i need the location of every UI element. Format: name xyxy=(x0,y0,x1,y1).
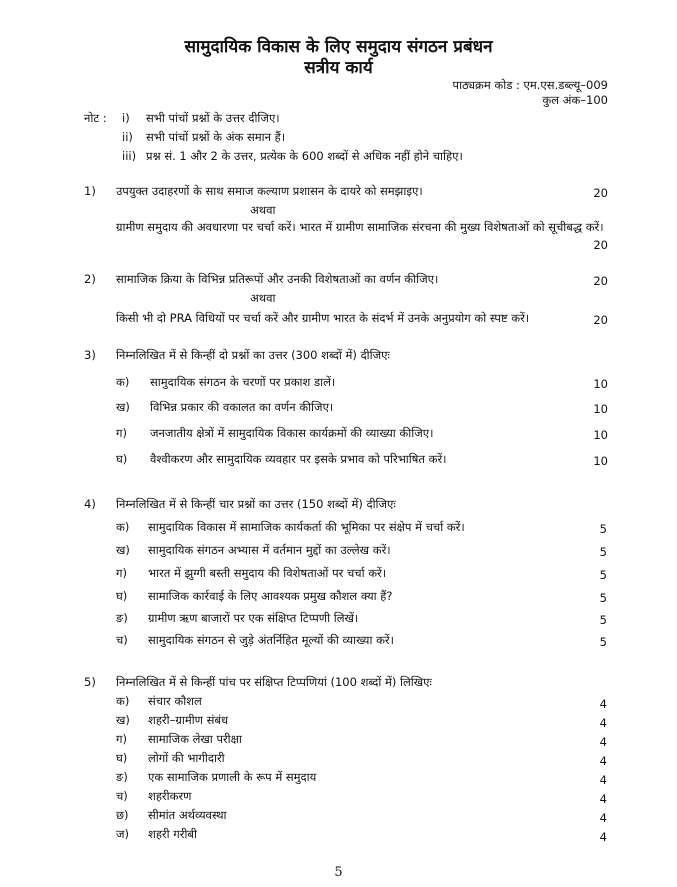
sub-question-label: च) xyxy=(116,789,128,803)
sub-question-label: घ) xyxy=(116,751,128,765)
sub-question-label: घ) xyxy=(116,589,128,603)
total-marks: कुल अंक–100 xyxy=(542,93,608,107)
question-marks: 20 xyxy=(593,274,608,288)
sub-question-label: ग) xyxy=(116,566,127,580)
sub-question-label: ङ) xyxy=(116,770,128,784)
question-number: 1) xyxy=(84,184,96,198)
question-number: 3) xyxy=(84,348,96,362)
sub-question-label: क) xyxy=(116,520,130,534)
alt-question-marks: 20 xyxy=(593,238,608,252)
question-text: निम्नलिखित में से किन्हीं पांच पर संक्षिप्त टिप्पणियां (100 शब्दों में) लिखिएः xyxy=(116,675,432,689)
sub-question-text: सामुदायिक संगठन के चरणों पर प्रकाश डालें। xyxy=(150,375,336,389)
note-item-num: i) xyxy=(122,111,130,125)
sub-question-marks: 4 xyxy=(599,830,607,844)
sub-question-label: ख) xyxy=(116,400,130,414)
sub-question-marks: 10 xyxy=(593,428,608,442)
question-text: निम्नलिखित में से किन्हीं दो प्रश्नों का उत्तर (300 शब्दों में) दीजिएः xyxy=(116,348,390,362)
alt-question-marks: 20 xyxy=(593,313,608,327)
question-number: 2) xyxy=(84,272,96,286)
sub-question-marks: 4 xyxy=(599,811,607,825)
question-number: 4) xyxy=(84,497,96,511)
or-separator: अथवा xyxy=(250,291,276,305)
sub-question-text: लोगों की भागीदारी xyxy=(148,751,225,765)
sub-question-text: ग्रामीण ऋण बाजारों पर एक संक्षिप्त टिप्पणी लिखें। xyxy=(148,611,359,625)
sub-question-marks: 5 xyxy=(599,522,607,536)
sub-question-marks: 5 xyxy=(599,591,607,605)
alt-question-text: किसी भी दो PRA विधियों पर चर्चा करें और ग्रामीण भारत के संदर्भ में उनके अनुप्रयोग को स्पष्ट करें। xyxy=(116,311,530,325)
sub-question-label: क) xyxy=(116,694,130,708)
sub-question-label: क) xyxy=(116,375,130,389)
note-item-text: सभी पांचों प्रश्नों के उत्तर दीजिए। xyxy=(146,111,280,125)
sub-question-label: ग) xyxy=(116,732,127,746)
note-label: नोट : xyxy=(84,111,107,125)
sub-question-marks: 10 xyxy=(593,402,608,416)
sub-question-marks: 10 xyxy=(593,454,608,468)
sub-question-label: घ) xyxy=(116,452,128,466)
question-text: निम्नलिखित में से किन्हीं चार प्रश्नों का उत्तर (150 शब्दों में) दीजिएः xyxy=(116,497,396,511)
question-text: उपयुक्त उदाहरणों के साथ समाज कल्याण प्रशासन के दायरे को समझाइए। xyxy=(116,184,423,198)
page-number: 5 xyxy=(334,865,343,880)
alt-question-text: ग्रामीण समुदाय की अवधारणा पर चर्चा करें। भारत में ग्रामीण सामाजिक संरचना की मुख्य विशेषताओं को सूचीबद्ध करें। xyxy=(116,220,604,234)
note-item-num: iii) xyxy=(122,149,137,163)
sub-question-marks: 4 xyxy=(599,697,607,711)
sub-question-text: सामाजिक लेखा परीक्षा xyxy=(148,732,242,746)
sub-question-text: सामाजिक कार्रवाई के लिए आवश्यक प्रमुख कौशल क्या हैं? xyxy=(148,589,393,603)
note-item-text: प्रश्न सं. 1 और 2 के उत्तर, प्रत्येक के 600 शब्दों से अधिक नहीं होने चाहिए। xyxy=(146,149,463,163)
sub-question-label: छ) xyxy=(116,808,129,822)
sub-question-text: शहरी गरीबी xyxy=(148,827,197,841)
sub-question-marks: 5 xyxy=(599,568,607,582)
sub-question-marks: 5 xyxy=(599,635,607,649)
sub-question-marks: 4 xyxy=(599,754,607,768)
sub-question-marks: 5 xyxy=(599,545,607,559)
sub-question-label: ङ) xyxy=(116,611,128,625)
sub-question-text: भारत में झुग्गी बस्ती समुदाय की विशेषताओं पर चर्चा करें। xyxy=(148,566,387,580)
or-separator: अथवा xyxy=(250,203,276,217)
sub-question-marks: 5 xyxy=(599,613,607,627)
question-text: सामाजिक क्रिया के विभिन्न प्रतिरूपों और उनकी विशेषताओं का वर्णन कीजिए। xyxy=(116,272,439,286)
sub-question-marks: 10 xyxy=(593,377,608,391)
sub-question-text: सामुदायिक संगठन से जुड़े अंतर्निहित मूल्यों की व्याख्या करें। xyxy=(148,633,394,647)
sub-question-text: सामुदायिक संगठन अभ्यास में वर्तमान मुद्दों का उल्लेख करें। xyxy=(148,543,391,557)
sub-question-text: शहरी–ग्रामीण संबंध xyxy=(148,713,229,727)
sub-question-label: ख) xyxy=(116,713,130,727)
sub-question-text: एक सामाजिक प्रणाली के रूप में समुदाय xyxy=(148,770,317,784)
sub-question-label: ग) xyxy=(116,426,127,440)
page-subtitle: सत्रीय कार्य xyxy=(304,58,373,78)
question-number: 5) xyxy=(84,675,96,689)
sub-question-text: वैश्वीकरण और सामुदायिक व्यवहार पर इसके प्रभाव को परिभाषित करें। xyxy=(150,452,447,466)
sub-question-marks: 4 xyxy=(599,792,607,806)
sub-question-text: सामुदायिक विकास में सामाजिक कार्यकर्ता की भूमिका पर संक्षेप में चर्चा करें। xyxy=(148,520,465,534)
sub-question-text: विभिन्न प्रकार की वकालत का वर्णन कीजिए। xyxy=(150,400,334,414)
sub-question-label: च) xyxy=(116,633,128,647)
sub-question-marks: 4 xyxy=(599,773,607,787)
sub-question-text: जनजातीय क्षेत्रों में सामुदायिक विकास कार्यक्रमों की व्याख्या कीजिए। xyxy=(150,426,434,440)
sub-question-text: संचार कौशल xyxy=(148,694,202,708)
course-code: पाठ्यक्रम कोड : एम.एस.डब्ल्यू–009 xyxy=(452,78,608,92)
note-item-num: ii) xyxy=(122,130,133,144)
sub-question-marks: 4 xyxy=(599,716,607,730)
sub-question-text: शहरीकरण xyxy=(148,789,192,803)
question-marks: 20 xyxy=(593,186,608,200)
note-item-text: सभी पांचों प्रश्नों के अंक समान हैं। xyxy=(146,130,286,144)
sub-question-label: ज) xyxy=(116,827,130,841)
sub-question-marks: 4 xyxy=(599,735,607,749)
sub-question-label: ख) xyxy=(116,543,130,557)
sub-question-text: सीमांत अर्थव्यवस्था xyxy=(148,808,227,822)
page-title: सामुदायिक विकास के लिए समुदाय संगठन प्रबंधन xyxy=(184,37,493,57)
